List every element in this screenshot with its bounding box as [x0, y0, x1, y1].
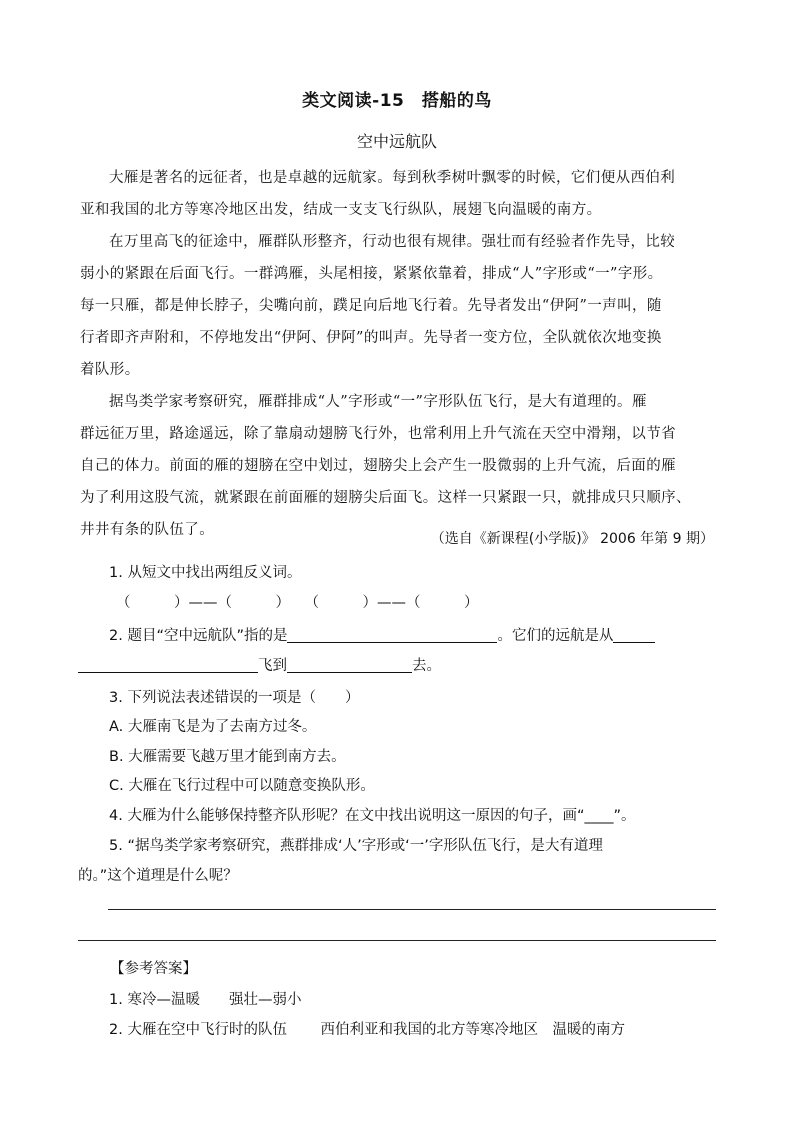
answer-blank[interactable] [287, 656, 412, 673]
question-5: 5. “据鸟类学家考察研究，燕群排成‘人’字形或‘一’字形队伍飞行，是大有道理 [109, 838, 603, 854]
passage-line: 大雁是著名的远征者，也是卓越的远航家。每到秋季树叶飘零的时候，它们便从西伯利 [109, 170, 676, 186]
answer-1: 1. 寒冷—温暖 强壮—弱小 [109, 992, 302, 1008]
answer-line[interactable] [108, 909, 716, 910]
answer-heading: 【参考答案】 [110, 961, 197, 977]
passage-line: 在万里高飞的征途中，雁群队形整齐，行动也很有规律。强壮而有经验者作先导，比较 [109, 234, 676, 250]
option-b: B. 大雁需要飞越万里才能到南方去。 [109, 749, 346, 765]
passage-line: 群远征万里，路途遥远，除了靠扇动翅膀飞行外，也常利用上升气流在天空中滑翔，以节省 [80, 426, 676, 442]
passage-line: 为了利用这股气流，就紧跟在前面雁的翅膀尖后面飞。这样一只紧跟一只，就排成只只顺序、 [80, 490, 691, 506]
answer-2: 2. 大雁在空中飞行时的队伍 西伯利亚和我国的北方等寒冷地区 温暖的南方 [109, 1022, 626, 1038]
answer-blank[interactable] [78, 656, 258, 673]
passage-line: 行者即齐声附和，不停地发出“伊阿、伊阿”的叫声。先导者一变方位，全队就依次地变换 [80, 330, 662, 346]
passage-title: 空中远航队 [356, 132, 437, 151]
question-5-cont: 的。”这个道理是什么呢？ [78, 868, 238, 884]
question-2-text-a: 2. 题目“空中远航队”指的是 [109, 628, 288, 644]
passage-line: 自己的体力。前面的雁的翅膀在空中划过，翅膀尖上会产生一股微弱的上升气流，后面的雁 [80, 458, 676, 474]
answer-line[interactable] [78, 940, 716, 941]
passage-line: 弱小的紧跟在后面飞行。一群鸿雁，头尾相接，紧紧依靠着，排成“人”字形或“一”字形。 [80, 266, 663, 282]
question-2-cont [78, 654, 441, 675]
option-a: A. 大雁南飞是为了去南方过冬。 [109, 719, 317, 735]
passage-line: 据鸟类学家考察研究，雁群排成“人”字形或“一”字形队伍飞行，是大有道理的。雁 [109, 394, 647, 410]
question-1-blanks: （ ）——（ ） （ ）——（ ） [116, 595, 479, 611]
passage-line: 井井有条的队伍了。 [80, 522, 215, 538]
question-2-text-c: 飞到 [258, 658, 287, 674]
question-3: 3. 下列说法表述错误的一项是（ ） [109, 690, 360, 706]
question-4: 4. 大雁为什么能够保持整齐队形呢？在文中找出说明这一原因的句子，画“____”。 [109, 808, 636, 824]
question-2-text-b: 。它们的远航是从 [497, 628, 614, 644]
answer-blank[interactable] [287, 626, 497, 643]
source-citation: （选自《新课程(小学版)》 2006 年第 9 期） [430, 531, 714, 547]
question-2 [109, 624, 655, 645]
question-2-text-d: 去。 [412, 658, 441, 674]
page-title: 类文阅读-15 搭船的鸟 [302, 91, 492, 111]
passage-line: 亚和我国的北方等寒冷地区出发，结成一支支飞行纵队，展翅飞向温暖的南方。 [80, 202, 602, 218]
passage-line: 着队形。 [80, 362, 140, 378]
option-c: C. 大雁在飞行过程中可以随意变换队形。 [109, 778, 375, 794]
passage-line: 每一只雁，都是伸长脖子，尖嘴向前，蹼足向后地飞行着。先导者发出“伊阿”一声叫，随 [80, 298, 662, 314]
answer-blank[interactable] [613, 626, 655, 643]
question-1: 1. 从短文中找出两组反义词。 [109, 565, 302, 581]
